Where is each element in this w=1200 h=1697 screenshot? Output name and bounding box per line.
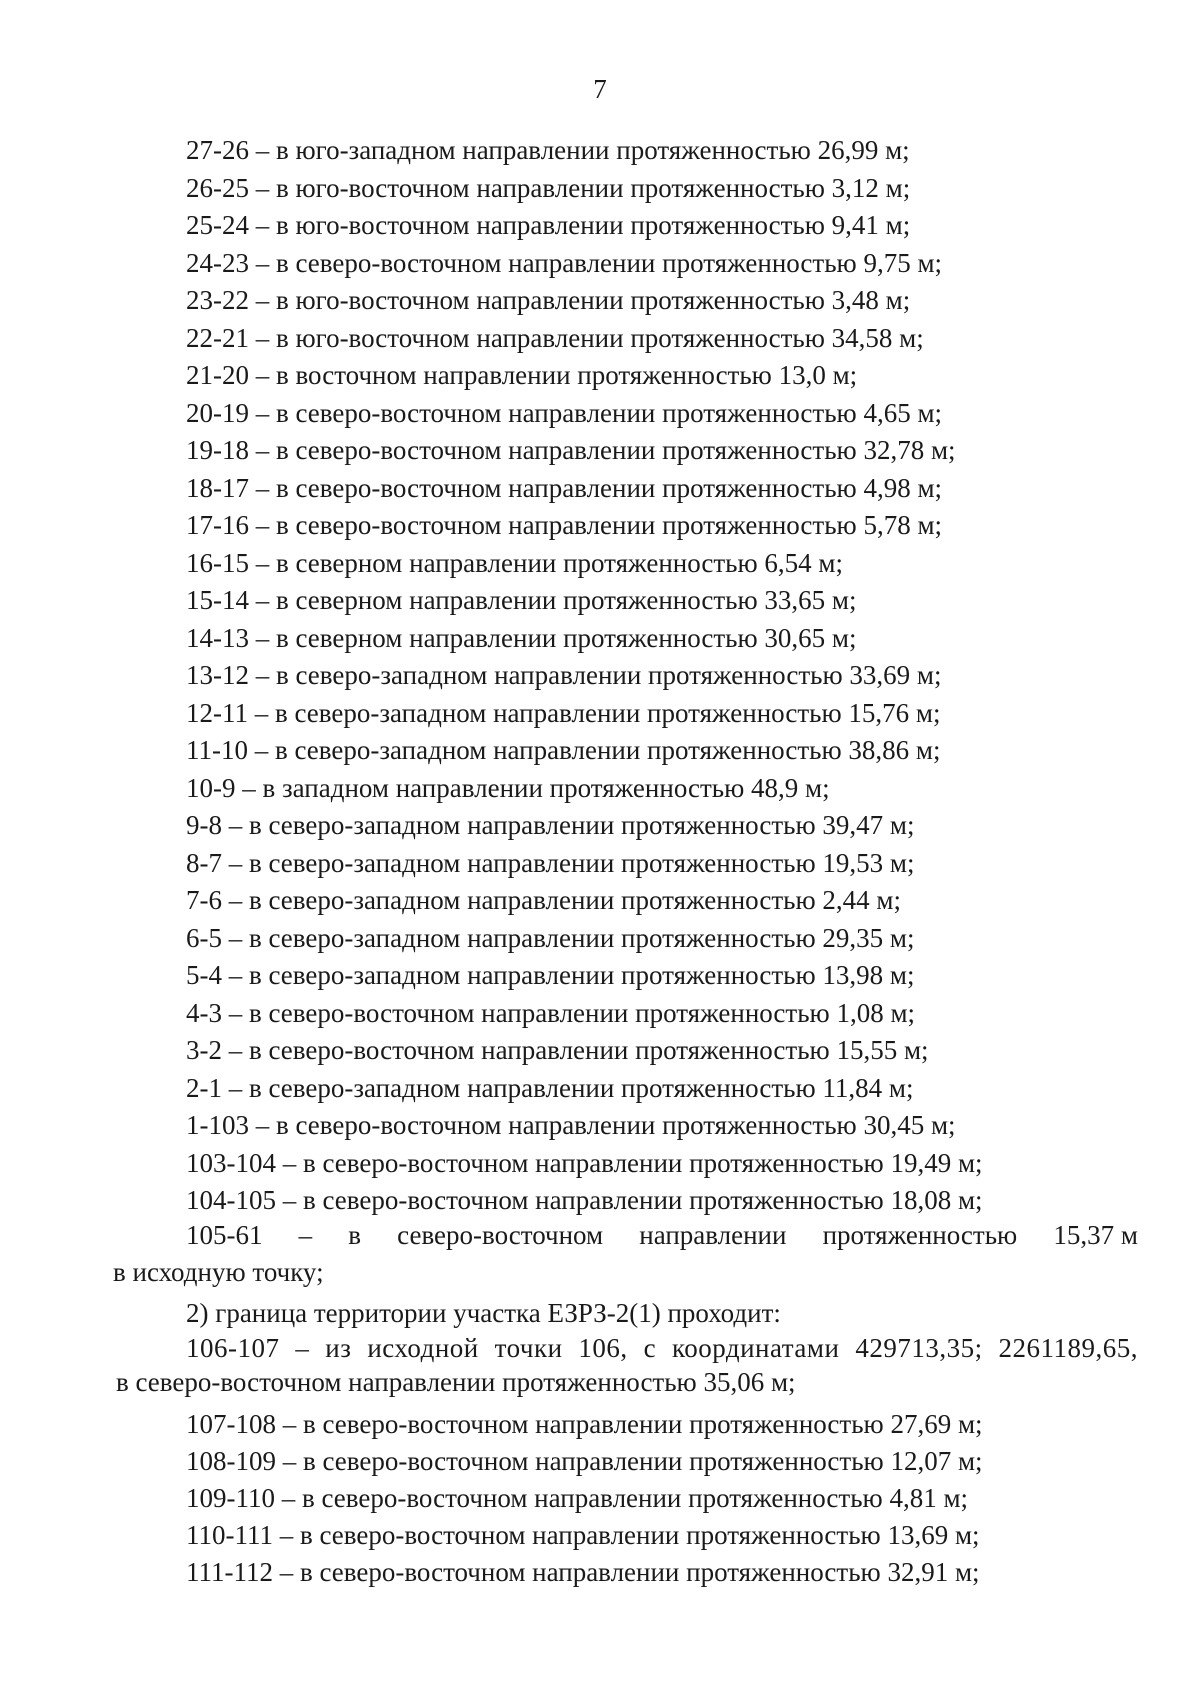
final-segment-continuation: в исходную точку;: [113, 1257, 324, 1287]
segment-line: 8-7 – в северо-западном направлении протяженностью 19,53 м;: [186, 847, 915, 878]
final-segment-word: протяженностью: [822, 1220, 1018, 1250]
segment-line: 2-1 – в северо-западном направлении протяженностью 11,84 м;: [186, 1072, 914, 1103]
segment-line: 4-3 – в северо-восточном направлении протяженностью 1,08 м;: [186, 997, 916, 1028]
page-number: 7: [593, 74, 607, 104]
segment-line: 104-105 – в северо-восточном направлении протяженностью 18,08 м;: [186, 1185, 983, 1215]
section-segment-line: 111-112 – в северо-восточном направлении протяженностью 32,91 м;: [186, 1557, 980, 1587]
section-segment-line: 107-108 – в северо-восточном направлении протяженностью 27,69 м;: [186, 1409, 983, 1439]
final-segment-word: 105-61: [186, 1220, 263, 1250]
segment-line: 22-21 – в юго-восточном направлении протяженностью 34,58 м;: [186, 322, 924, 353]
final-segment-word: в: [348, 1220, 362, 1250]
final-segment-word: 15,37 м: [1053, 1220, 1138, 1250]
final-segment-word: северо-восточном: [397, 1220, 604, 1250]
segment-line: 26-25 – в юго-восточном направлении протяженностью 3,12 м;: [186, 172, 911, 203]
segment-line: 27-26 – в юго-западном направлении протяженностью 26,99 м;: [186, 135, 910, 165]
segment-line: 17-16 – в северо-восточном направлении протяженностью 5,78 м;: [186, 510, 943, 540]
segment-list: [186, 132, 1146, 1220]
final-segment-word: направлении: [639, 1220, 787, 1250]
section-segment-line: 108-109 – в северо-восточном направлении протяженностью 12,07 м;: [186, 1446, 983, 1476]
segment-line: 6-5 – в северо-западном направлении протяженностью 29,35 м;: [186, 922, 915, 953]
segment-line: 13-12 – в северо-западном направлении протяженностью 33,69 м;: [186, 660, 942, 690]
section-segment-line: 109-110 – в северо-восточном направлении протяженностью 4,81 м;: [186, 1483, 969, 1513]
final-segment-line: [186, 1217, 1138, 1255]
segment-line: 14-13 – в северном направлении протяженностью 30,65 м;: [186, 622, 857, 653]
segment-line: 21-20 – в восточном направлении протяженностью 13,0 м;: [186, 360, 858, 390]
section-first-line: 106-107 – из исходной точки 106, с координатами 429713,35; 2261189,65,: [186, 1333, 1138, 1363]
segment-line: 24-23 – в северо-восточном направлении протяженностью 9,75 м;: [186, 247, 943, 278]
segment-line: 5-4 – в северо-западном направлении протяженностью 13,98 м;: [186, 960, 915, 990]
segment-line: 1-103 – в северо-восточном направлении протяженностью 30,45 м;: [186, 1110, 956, 1140]
segment-line: 25-24 – в юго-восточном направлении протяженностью 9,41 м;: [186, 210, 911, 240]
segment-line: 3-2 – в северо-восточном направлении протяженностью 15,55 м;: [186, 1035, 929, 1065]
segment-line: 12-11 – в северо-западном направлении протяженностью 15,76 м;: [186, 697, 941, 728]
section-first-continuation: в северо-восточном направлении протяженностью 35,06 м;: [116, 1367, 796, 1397]
segment-line: 11-10 – в северо-западном направлении протяженностью 38,86 м;: [186, 735, 941, 765]
section-segment-line: 110-111 – в северо-восточном направлении протяженностью 13,69 м;: [186, 1520, 980, 1550]
segment-line: 9-8 – в северо-западном направлении протяженностью 39,47 м;: [186, 810, 915, 840]
segment-line: 15-14 – в северном направлении протяженностью 33,65 м;: [186, 585, 857, 615]
segment-line: 19-18 – в северо-восточном направлении протяженностью 32,78 м;: [186, 435, 956, 465]
segment-line: 20-19 – в северо-восточном направлении протяженностью 4,65 м;: [186, 397, 943, 428]
segment-line: 10-9 – в западном направлении протяженностью 48,9 м;: [186, 772, 830, 803]
segment-line: 16-15 – в северном направлении протяженностью 6,54 м;: [186, 547, 844, 578]
segment-line: 23-22 – в юго-восточном направлении протяженностью 3,48 м;: [186, 285, 911, 315]
section-heading: 2) граница территории участка ЕЗРЗ-2(1) проходит:: [186, 1298, 781, 1328]
segment-line: 18-17 – в северо-восточном направлении протяженностью 4,98 м;: [186, 472, 943, 503]
segment-line: 7-6 – в северо-западном направлении протяженностью 2,44 м;: [186, 885, 901, 915]
final-segment-word: –: [298, 1220, 313, 1250]
section-segment-list: [186, 1406, 1146, 1591]
segment-line: 103-104 – в северо-восточном направлении протяженностью 19,49 м;: [186, 1147, 983, 1178]
